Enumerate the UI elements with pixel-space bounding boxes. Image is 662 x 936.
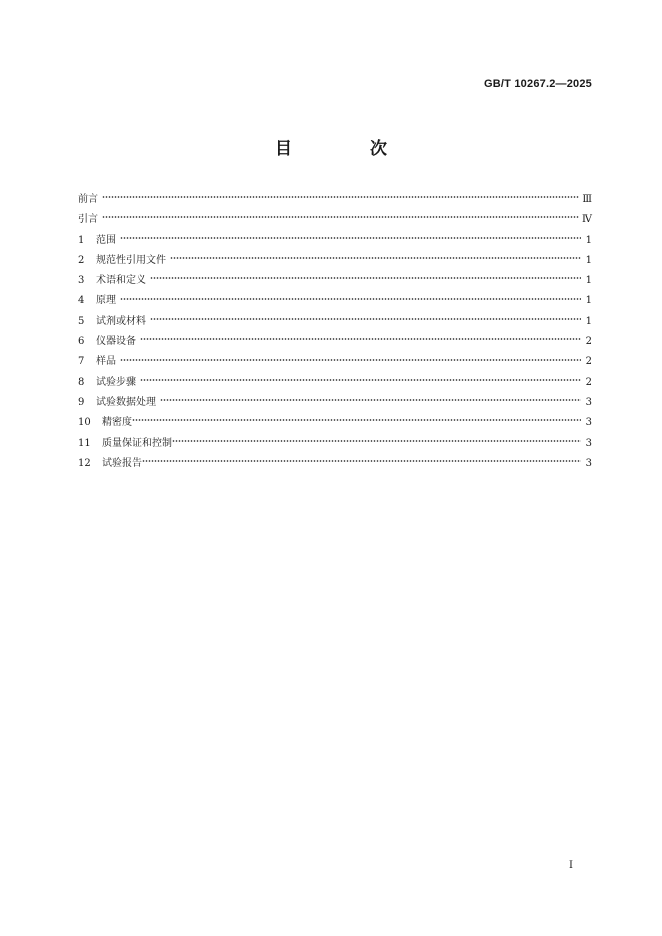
standard-code: GB/T 10267.2—2025 — [484, 78, 592, 90]
toc-entry-page: 3 — [585, 417, 592, 429]
toc-entry-page: 1 — [585, 315, 592, 327]
dot-leader — [120, 298, 581, 300]
toc-entry-reagents-materials[interactable] — [78, 312, 592, 332]
dot-leader — [140, 379, 581, 381]
dot-leader — [150, 277, 581, 279]
toc-entry-number: 9 — [78, 396, 85, 408]
dot-leader — [102, 216, 579, 218]
toc-entry-title: 试剂或材料 — [96, 315, 146, 327]
dot-leader — [140, 338, 581, 340]
toc-entry-number: 6 — [78, 336, 85, 348]
toc-entry-introduction[interactable] — [78, 210, 592, 230]
toc-entry-page: 3 — [585, 457, 592, 469]
dot-leader — [102, 196, 579, 198]
toc-entry-title: 范围 — [96, 234, 116, 246]
toc-entry-page: 1 — [585, 254, 592, 266]
toc-entry-page: 3 — [585, 437, 592, 449]
toc-entry-apparatus[interactable] — [78, 332, 592, 352]
toc-entry-page: 2 — [585, 356, 592, 368]
toc-entry-page: 2 — [585, 336, 592, 348]
toc-entry-number: 3 — [78, 275, 85, 287]
toc-entry-title: 仪器设备 — [96, 336, 136, 348]
toc-entry-precision[interactable] — [78, 413, 592, 433]
toc-entry-page: 2 — [585, 376, 592, 388]
toc-entry-number: 4 — [78, 295, 85, 307]
toc-entry-number: 5 — [78, 315, 85, 327]
toc-entry-title: 样品 — [96, 356, 116, 368]
toc-entry-page: 1 — [585, 234, 592, 246]
toc-entry-number: 1 — [78, 234, 85, 246]
toc-entry-title: 前言 — [78, 194, 98, 205]
toc-entry-title: 试验数据处理 — [96, 396, 156, 408]
dot-leader — [160, 399, 581, 401]
dot-leader — [170, 257, 581, 259]
toc-entry-title: 术语和定义 — [96, 275, 146, 287]
toc-entry-number: 7 — [78, 356, 85, 368]
toc-entry-title: 试验报告 — [102, 457, 142, 469]
toc-entry-title: 试验步骤 — [96, 376, 136, 388]
toc-entry-title: 规范性引用文件 — [96, 254, 166, 266]
dot-leader — [150, 318, 581, 320]
toc-entry-title: 质量保证和控制 — [102, 437, 172, 449]
toc-entry-page: 1 — [585, 275, 592, 287]
toc-entry-test-report[interactable] — [78, 454, 592, 474]
toc-entry-title: 引言 — [78, 214, 98, 226]
toc-entry-scope[interactable] — [78, 231, 592, 251]
toc-entry-page: 1 — [585, 295, 592, 307]
page-number: I — [569, 860, 573, 871]
toc-entry-terms-and-definitions[interactable] — [78, 271, 592, 291]
table-of-contents — [78, 190, 592, 474]
toc-entry-number: 8 — [78, 376, 85, 388]
dot-leader — [120, 237, 581, 239]
toc-entry-foreword[interactable] — [78, 190, 592, 210]
toc-entry-number: 10 — [78, 417, 91, 429]
toc-entry-title: 原理 — [96, 295, 116, 307]
toc-entry-page: 3 — [585, 396, 592, 408]
toc-entry-number: 12 — [78, 457, 91, 469]
toc-entry-test-procedure[interactable] — [78, 373, 592, 393]
dot-leader — [172, 440, 581, 442]
toc-title: 目 次 — [275, 139, 423, 159]
toc-entry-samples[interactable] — [78, 352, 592, 372]
toc-entry-normative-references[interactable] — [78, 251, 592, 271]
toc-entry-principle[interactable] — [78, 291, 592, 311]
toc-entry-page: Ⅲ — [582, 194, 592, 205]
toc-entry-page: Ⅳ — [582, 214, 592, 226]
toc-entry-title: 精密度 — [102, 417, 132, 429]
dot-leader — [142, 460, 581, 462]
toc-entry-number: 11 — [78, 437, 91, 449]
toc-entry-quality-assurance[interactable] — [78, 434, 592, 454]
toc-entry-number: 2 — [78, 254, 85, 266]
toc-entry-data-processing[interactable] — [78, 393, 592, 413]
dot-leader — [132, 419, 581, 421]
dot-leader — [120, 359, 581, 361]
